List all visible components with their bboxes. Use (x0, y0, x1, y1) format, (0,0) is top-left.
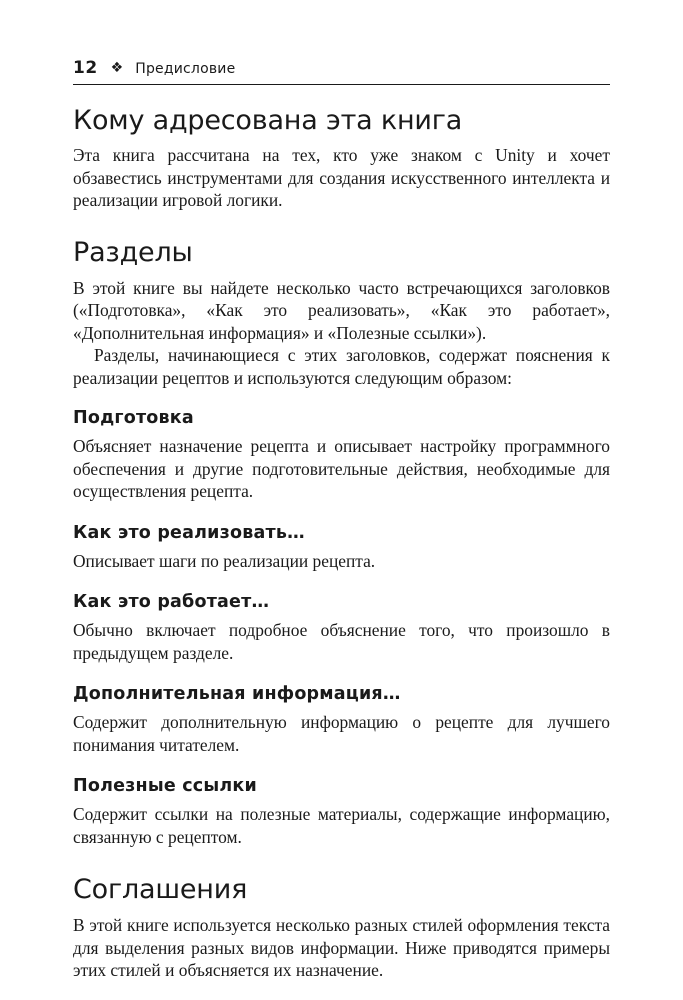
running-title: Предисловие (135, 61, 236, 77)
paragraph-preparation: Объясняет назначение рецепта и описывает настройку программного обеспечения и другие подготовительные действия, необходимые для осуществления рецепта. (73, 436, 610, 501)
ornament-icon: ❖ (110, 60, 124, 76)
paragraph-how-to-do: Описывает шаги по реализации рецепта. (73, 550, 376, 571)
book-page (73, 58, 610, 982)
paragraph-who: Эта книга рассчитана на тех, кто уже знаком с Unity и хочет обзавестись инструментами для создания искусственного интеллекта и реализации игровой логики. (73, 145, 610, 210)
heading-sections: Разделы (73, 236, 193, 268)
paragraph-more-info: Содержит дополнительную информацию о рецепте для лучшего понимания читателем. (73, 712, 610, 755)
subheading-more-info: Дополнительная информация… (73, 684, 401, 704)
subheading-preparation: Подготовка (73, 408, 194, 428)
running-header (73, 58, 610, 85)
subheading-how-it-works: Как это работает… (73, 592, 270, 612)
paragraph-sections-intro: В этой книге вы найдете несколько часто встречающихся заголовков («Подготовка», «Как это реализовать», «Как это работает», «Дополнительная информация» и «Полезные ссылки»). (73, 277, 610, 343)
paragraph-conventions: В этой книге используется несколько разных стилей оформления текста для выделения разных видов информации. Ниже приводятся примеры этих стилей и объясняется их назначение. (73, 915, 610, 980)
heading-conventions: Соглашения (73, 874, 248, 905)
paragraph-sections-usage: Разделы, начинающиеся с этих заголовков, содержат пояснения к реализации рецептов и используются следующим образом: (73, 345, 610, 388)
paragraph-see-also: Содержит ссылки на полезные материалы, содержащие информацию, связанную с рецептом. (73, 804, 610, 847)
subheading-how-to-do: Как это реализовать… (73, 522, 305, 543)
heading-who: Кому адресована эта книга (73, 105, 463, 136)
page-number: 12 (73, 58, 98, 78)
paragraph-how-it-works: Обычно включает подробное объяснение того, что произошло в предыдущем разделе. (73, 620, 610, 663)
subheading-see-also: Полезные ссылки (73, 776, 257, 796)
